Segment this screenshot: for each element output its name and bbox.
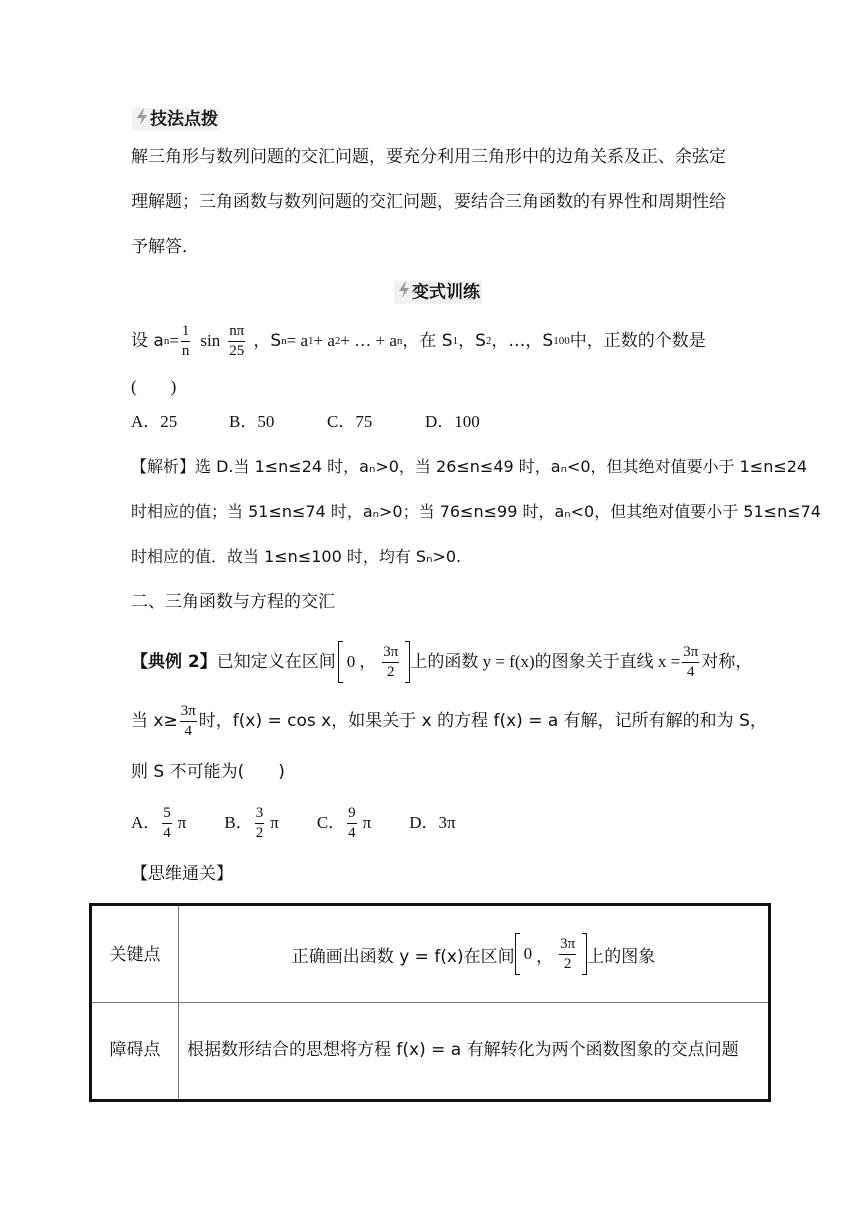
technique-line-1: 解三角形与数列问题的交汇问题，要充分利用三角形中的边角关系及正、余弦定 — [131, 147, 726, 167]
thinking-heading: 【思维通关】 — [131, 864, 233, 884]
variant-paren: ( ) — [131, 377, 177, 396]
fraction-npi-over-25: $\frac{n\pi}{25}$ — [229, 322, 245, 359]
example-2-line-1: 【典例 2】 已知定义在区间 0 ， $\frac{3\pi}{2}$ 上的函数 y = f(x)的图象关于直线 x = $\frac{3\pi}{4}$ 对称， — [131, 639, 752, 685]
option-a: A． $\frac{5}{4}$ π — [131, 804, 187, 841]
variant-option-d: D．100 — [425, 412, 480, 431]
table-row — [91, 1003, 770, 1101]
example-2-options — [131, 800, 456, 846]
option-d: D．3π — [409, 813, 456, 832]
option-b: B． $\frac{3}{2}$ π — [224, 804, 279, 841]
section-2-title: 二、三角函数与方程的交汇 — [131, 592, 335, 612]
row-content-key: 正确画出函数 y = f(x)在区间 0 ， $\frac{3\pi}{2}$ 上的图象 — [179, 905, 770, 1003]
row-label-key: 关键点 — [91, 905, 179, 1003]
technique-line-2: 理解题；三角函数与数列问题的交汇问题，要结合三角函数的有界性和周期性给 — [131, 192, 726, 212]
variant-option-c: C．75 — [327, 412, 373, 431]
lightning-icon — [396, 281, 412, 304]
example-2-line-3: 则 S 不可能为( ) — [131, 762, 285, 782]
technique-heading-text: 技法点拨 — [150, 109, 218, 130]
variant-question: 设 a n = $\frac{1}{n}$ sin $\frac{n\pi}{25}$ ，S n = a 1 + a 2 + … + a n ，在 S 1 ，S 2 ，…，S 100 中，正数的个数是 — [131, 322, 706, 359]
option-c: C． $\frac{9}{4}$ π — [316, 804, 372, 841]
row-label-obstacle: 障碍点 — [91, 1003, 179, 1101]
row-content-obstacle: 根据数形结合的思想将方程 f(x) = a 有解转化为两个函数图象的交点问题 — [179, 1003, 770, 1101]
analysis-line-1: 【解析】选 D.当 1≤n≤24 时，aₙ>0，当 26≤n≤49 时，aₙ<0，但其绝对值要小于 1≤n≤24 — [131, 457, 808, 476]
interval-0-3pi-2: 0 ， $\frac{3\pi}{2}$ — [338, 641, 411, 683]
variant-heading — [394, 281, 482, 304]
technique-line-3: 予解答． — [131, 237, 199, 257]
example-2-line-2: 当 x≥ $\frac{3\pi}{4}$ 时，f(x) = cos x，如果关于 x 的方程 f(x) = a 有解，记所有解的和为 S， — [131, 702, 767, 739]
fraction-3pi-over-4: $\frac{3\pi}{4}$ — [180, 702, 196, 739]
analysis-line-3: 时相应的值．故当 1≤n≤100 时，均有 Sₙ>0. — [131, 547, 462, 566]
technique-heading — [132, 108, 220, 131]
analysis-line-2: 时相应的值；当 51≤n≤74 时，aₙ>0；当 76≤n≤99 时，aₙ<0，但其绝对值要小于 51≤n≤74 — [131, 502, 821, 521]
variant-heading-text: 变式训练 — [412, 282, 480, 303]
fraction-3pi-over-4: $\frac{3\pi}{4}$ — [683, 643, 699, 680]
lightning-icon — [134, 108, 150, 131]
fraction-1-over-n: $\frac{1}{n}$ — [181, 322, 190, 359]
variant-option-b: B．50 — [229, 412, 275, 431]
variant-option-a: A．25 — [131, 412, 178, 431]
thinking-table — [89, 903, 771, 1102]
interval-0-3pi-2: 0 ， $\frac{3\pi}{2}$ — [515, 933, 588, 975]
table-row — [91, 905, 770, 1003]
